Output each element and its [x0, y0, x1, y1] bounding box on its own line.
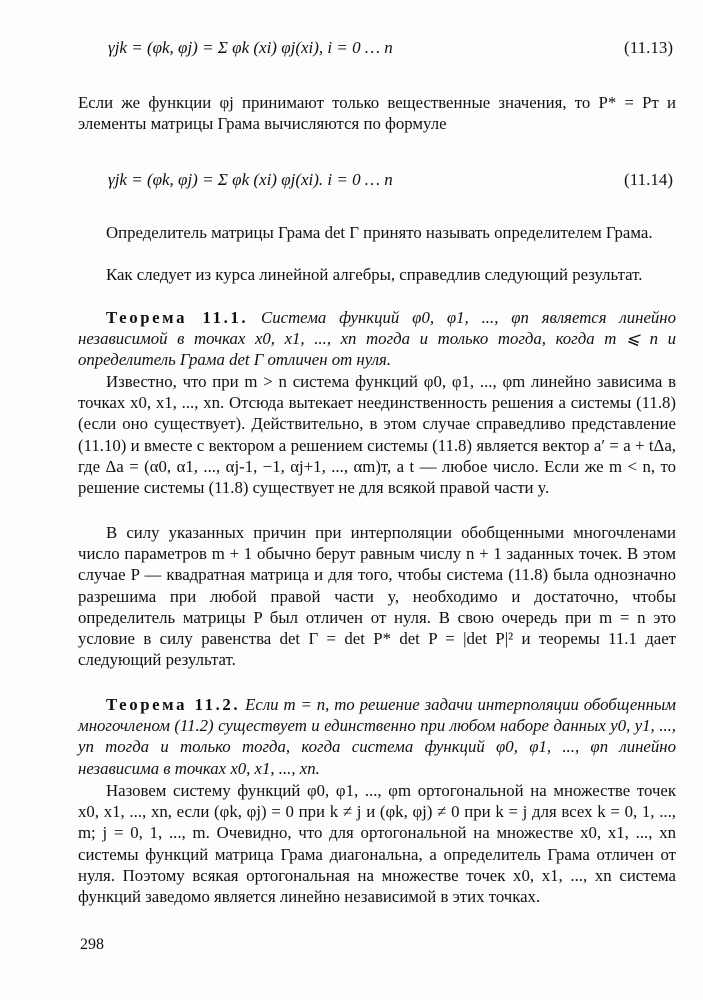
theorem-statement: Система функций φ0, φ1, ..., φn является линейно независимой в точках x0, x1, ..., xn тогда и только тогда, когда m ⩽ n и определитель Грама det Γ отличен от нуля.: [78, 308, 676, 370]
theorem-heading: Теорема 11.2.: [106, 695, 241, 714]
equation-number: (11.14): [624, 170, 673, 189]
page-number: 298: [80, 936, 104, 953]
paragraph-linear-algebra: Как следует из курса линейной алгебры, справедлив следующий результат.: [106, 265, 643, 284]
paragraph-orthogonal-system: Назовем систему функций φ0, φ1, ..., φm ортогональной на множестве точек x0, x1, ..., xn, если (φk, φj) = 0 при k ≠ j и (φk, φj) ≠ 0 при k = j для всех k = 0, 1, ..., m; j = 0, 1, ..., m. Очевидно, что для ортогональной на множестве x0, x1, ..., xn системы функций матрица Грама диагональна, а определитель Грама отличен от нуля. Поэтому всякая ортогональная на множестве точек x0, x1, ..., xn система функций заведомо является линейно независимой в этих точках.: [78, 781, 676, 907]
paragraph-linear-dependence: Известно, что при m > n система функций φ0, φ1, ..., φm линейно зависима в точках x0, x1, ..., xn. Отсюда вытекает неединственность решения a системы (11.8) (если оно существует). Действительно, в этом случае справедливо представление (11.10) и вместе с вектором a решением системы (11.8) является вектор a′ = a + tΔa, где Δa = (α0, α1, ..., αj-1, −1, αj+1, ..., αm)т, а t — любое число. Если же m < n, то решение системы (11.8) существует не для всякой правой части y.: [78, 372, 676, 498]
equation-number: (11.13): [624, 38, 673, 57]
theorem-statement: Если m = n, то решение задачи интерполяции обобщенным многочленом (11.2) существует и единственно при любом наборе данных y0, y1, ..., yn тогда и только тогда, когда система функций φ0, φ1, ..., φn линейно независима в точках x0, x1, ..., xn.: [78, 695, 677, 778]
paragraph-real-values: Если же функции φj принимают только вещественные значения, то P* = Pт и элементы матрицы Грама вычисляются по формуле: [78, 93, 676, 134]
paragraph-interpolation-parameters: В силу указанных причин при интерполяции обобщенными многочленами число параметров m + 1 обычно берут равным числу n + 1 заданных точек. В этом случае P — квадратная матрица и для того, чтобы система (11.8) была однозначно разрешима при любой правой части y, необходимо и достаточно, чтобы определитель матрицы P был отличен от нуля. В свою очередь при m = n это условие в силу равенства det Γ = det P* det P = |det P|² и теоремы 11.1 дает следующий результат.: [78, 523, 676, 670]
theorem-11-2: [78, 694, 676, 779]
equation-text: γjk = (φk, φj) = Σ φk (xi) φj(xi), i = 0 … n: [108, 38, 393, 57]
theorem-11-1: [78, 307, 676, 371]
equation-11-14: [108, 170, 673, 190]
equation-11-13: [108, 38, 673, 58]
paragraph-gram-determinant: Определитель матрицы Грама det Γ принято называть определителем Грама.: [106, 223, 653, 242]
equation-text: γjk = (φk, φj) = Σ φk (xi) φj(xi). i = 0 … n: [108, 170, 393, 189]
theorem-heading: Теорема 11.1.: [106, 308, 249, 327]
